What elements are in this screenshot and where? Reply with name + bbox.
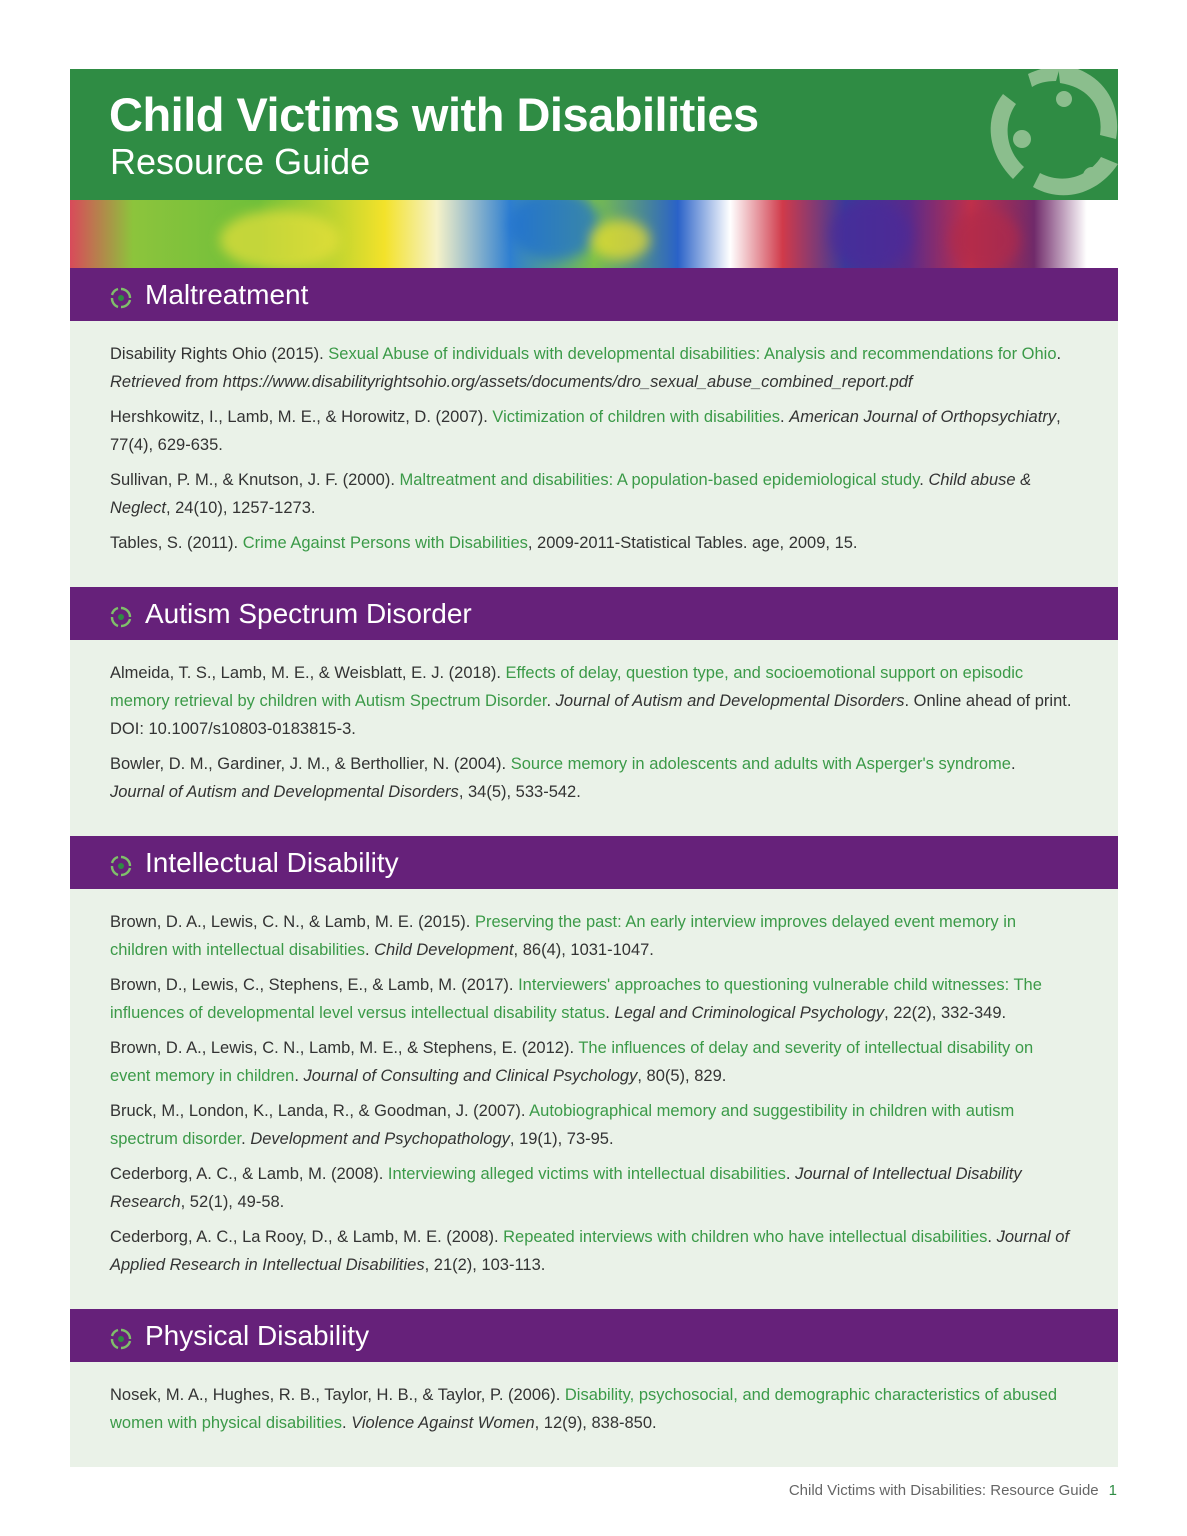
reference-item bbox=[110, 1160, 1073, 1216]
reference-source: Child abuse & Neglect bbox=[110, 471, 1032, 517]
reference-item bbox=[110, 908, 1073, 964]
reference-text: Bowler, D. M., Gardiner, J. M., & Berthollier, N. (2004). bbox=[110, 755, 511, 773]
reference-title-link[interactable]: Autobiographical memory and suggestibility in children with autism spectrum disorder bbox=[110, 1102, 1015, 1148]
reference-item bbox=[110, 340, 1073, 396]
reference-source: Violence Against Women bbox=[351, 1414, 535, 1432]
reference-text: , 21(2), 103-113. bbox=[424, 1256, 546, 1274]
reference-text: . bbox=[364, 941, 375, 959]
reference-source: Legal and Criminological Psychology bbox=[614, 1004, 885, 1022]
reference-title-link[interactable]: Source memory in adolescents and adults with Asperger's syndrome bbox=[510, 755, 1011, 773]
reference-source: Journal of Applied Research in Intellectual Disabilities bbox=[110, 1228, 1070, 1274]
sections-container bbox=[70, 268, 1118, 1467]
section-header bbox=[70, 587, 1118, 640]
reference-title-link[interactable]: The influences of delay and severity of intellectual disability on event memory in children bbox=[110, 1039, 1034, 1085]
reference-text: . Online ahead of print. DOI: 10.1007/s10803-0183815-3. bbox=[110, 692, 1072, 738]
page-subtitle: Resource Guide bbox=[110, 141, 371, 182]
reference-text: Cederborg, A. C., La Rooy, D., & Lamb, M. E. (2008). bbox=[110, 1228, 504, 1246]
reference-item bbox=[110, 1381, 1073, 1437]
reference-title-link[interactable]: Repeated interviews with children who have intellectual disabilities bbox=[503, 1228, 988, 1246]
reference-title-link[interactable]: Interviewing alleged victims with intellectual disabilities bbox=[387, 1165, 786, 1183]
section-header bbox=[70, 1309, 1118, 1362]
reference-list bbox=[70, 321, 1118, 587]
section-header bbox=[70, 836, 1118, 889]
reference-text: . bbox=[241, 1130, 251, 1148]
reference-text: Bruck, M., London, K., Landa, R., & Goodman, J. (2007). bbox=[110, 1102, 530, 1120]
page-title: Child Victims with Disabilities bbox=[109, 88, 759, 141]
reference-item bbox=[110, 1034, 1073, 1090]
reference-text: , 86(4), 1031-1047. bbox=[513, 941, 654, 959]
reference-source: Retrieved from https://www.disabilityrightsohio.org/assets/documents/dro_sexual_abuse_combined_report.pdf bbox=[110, 373, 913, 391]
reference-text: , 80(5), 829. bbox=[637, 1067, 727, 1085]
reference-text: , 22(2), 332-349. bbox=[884, 1004, 1007, 1022]
reference-title-link[interactable]: Victimization of children with disabilities bbox=[492, 408, 781, 426]
reference-text: , 2009-2011-Statistical Tables. age, 2009, 15. bbox=[527, 534, 858, 552]
reference-source: Child Development bbox=[374, 941, 514, 959]
reference-source: Journal of Autism and Developmental Disorders bbox=[110, 783, 459, 801]
reference-text: Brown, D., Lewis, C., Stephens, E., & Lamb, M. (2017). bbox=[110, 976, 519, 994]
reference-title-link[interactable]: Crime Against Persons with Disabilities bbox=[242, 534, 528, 552]
reference-item bbox=[110, 1097, 1073, 1153]
page-number: 1 bbox=[1108, 1482, 1117, 1499]
reference-title-link[interactable]: Preserving the past: An early interview improves delayed event memory in children with intellectual disabilities bbox=[110, 913, 1017, 959]
swirl-bullet-icon bbox=[110, 1325, 132, 1347]
section-title: Physical Disability bbox=[145, 1319, 370, 1351]
reference-item bbox=[110, 466, 1073, 522]
reference-source: American Journal of Orthopsychiatry bbox=[789, 408, 1057, 426]
reference-text: Sullivan, P. M., & Knutson, J. F. (2000). bbox=[110, 471, 400, 489]
reference-list bbox=[70, 889, 1118, 1309]
reference-text: . bbox=[1056, 345, 1062, 363]
reference-text: Brown, D. A., Lewis, C. N., Lamb, M. E., & Stephens, E. (2012). bbox=[110, 1039, 579, 1057]
reference-list bbox=[70, 1362, 1118, 1467]
reference-text: , 24(10), 1257-1273. bbox=[165, 499, 316, 517]
section-title: Autism Spectrum Disorder bbox=[145, 597, 472, 629]
painted-hands-banner-image bbox=[70, 200, 1118, 268]
reference-text: . bbox=[1010, 755, 1016, 773]
reference-source: Journal of Autism and Developmental Disorders bbox=[555, 692, 905, 710]
reference-text: , 34(5), 533-542. bbox=[458, 783, 581, 801]
reference-text: . bbox=[785, 1165, 796, 1183]
reference-text: , 77(4), 629-635. bbox=[110, 408, 1061, 454]
reference-item bbox=[110, 529, 1073, 557]
reference-item bbox=[110, 403, 1073, 459]
reference-text: Tables, S. (2011). bbox=[110, 534, 243, 552]
reference-item bbox=[110, 1223, 1073, 1279]
reference-text: Cederborg, A. C., & Lamb, M. (2008). bbox=[110, 1165, 388, 1183]
swirl-bullet-icon bbox=[110, 852, 132, 874]
reference-text: . bbox=[987, 1228, 997, 1246]
footer-label: Child Victims with Disabilities: Resource Guide bbox=[788, 1482, 1099, 1499]
reference-text: Nosek, M. A., Hughes, R. B., Taylor, H. B., & Taylor, P. (2006). bbox=[110, 1386, 565, 1404]
page-footer bbox=[789, 1482, 1117, 1499]
reference-item bbox=[110, 659, 1073, 743]
header-banner bbox=[70, 69, 1118, 200]
section-header bbox=[70, 268, 1118, 321]
reference-text: , 52(1), 49-58. bbox=[180, 1193, 285, 1211]
reference-title-link[interactable]: Effects of delay, question type, and socioemotional support on episodic memory retrieval by children with Autism Spectrum Disorder bbox=[110, 664, 1024, 710]
reference-source: Journal of Intellectual Disability Research bbox=[110, 1165, 1022, 1211]
section-title: Intellectual Disability bbox=[145, 846, 399, 878]
reference-text: . bbox=[919, 471, 929, 489]
section-title: Maltreatment bbox=[145, 278, 309, 310]
swirl-bullet-icon bbox=[110, 603, 132, 625]
reference-text: . bbox=[546, 692, 556, 710]
reference-list bbox=[70, 640, 1118, 836]
reference-text: Almeida, T. S., Lamb, M. E., & Weisblatt, E. J. (2018). bbox=[110, 664, 506, 682]
reference-text: , 12(9), 838-850. bbox=[534, 1414, 657, 1432]
reference-text: , 19(1), 73-95. bbox=[509, 1130, 614, 1148]
reference-text: . bbox=[342, 1414, 352, 1432]
reference-item bbox=[110, 750, 1073, 806]
reference-item bbox=[110, 971, 1073, 1027]
reference-text: . bbox=[780, 408, 790, 426]
reference-text: . bbox=[605, 1004, 615, 1022]
reference-text: Disability Rights Ohio (2015). bbox=[110, 345, 329, 363]
page bbox=[70, 69, 1118, 1467]
reference-source: Journal of Consulting and Clinical Psychology bbox=[303, 1067, 638, 1085]
reference-title-link[interactable]: Disability, psychosocial, and demographic characteristics of abused women with physical disabilities bbox=[110, 1386, 1058, 1432]
swirl-bullet-icon bbox=[110, 284, 132, 306]
reference-source: Development and Psychopathology bbox=[250, 1130, 510, 1148]
reference-text: . bbox=[294, 1067, 304, 1085]
reference-title-link[interactable]: Sexual Abuse of individuals with developmental disabilities: Analysis and recommendations for Ohio bbox=[328, 345, 1057, 363]
swirl-logo-icon bbox=[988, 69, 1118, 200]
reference-text: Hershkowitz, I., Lamb, M. E., & Horowitz, D. (2007). bbox=[110, 408, 493, 426]
reference-title-link[interactable]: Maltreatment and disabilities: A population-based epidemiological study bbox=[399, 471, 920, 489]
reference-text: Brown, D. A., Lewis, C. N., & Lamb, M. E. (2015). bbox=[110, 913, 475, 931]
reference-title-link[interactable]: Interviewers' approaches to questioning vulnerable child witnesses: The influences of developmental level versus intellectual disability status bbox=[110, 976, 1042, 1022]
